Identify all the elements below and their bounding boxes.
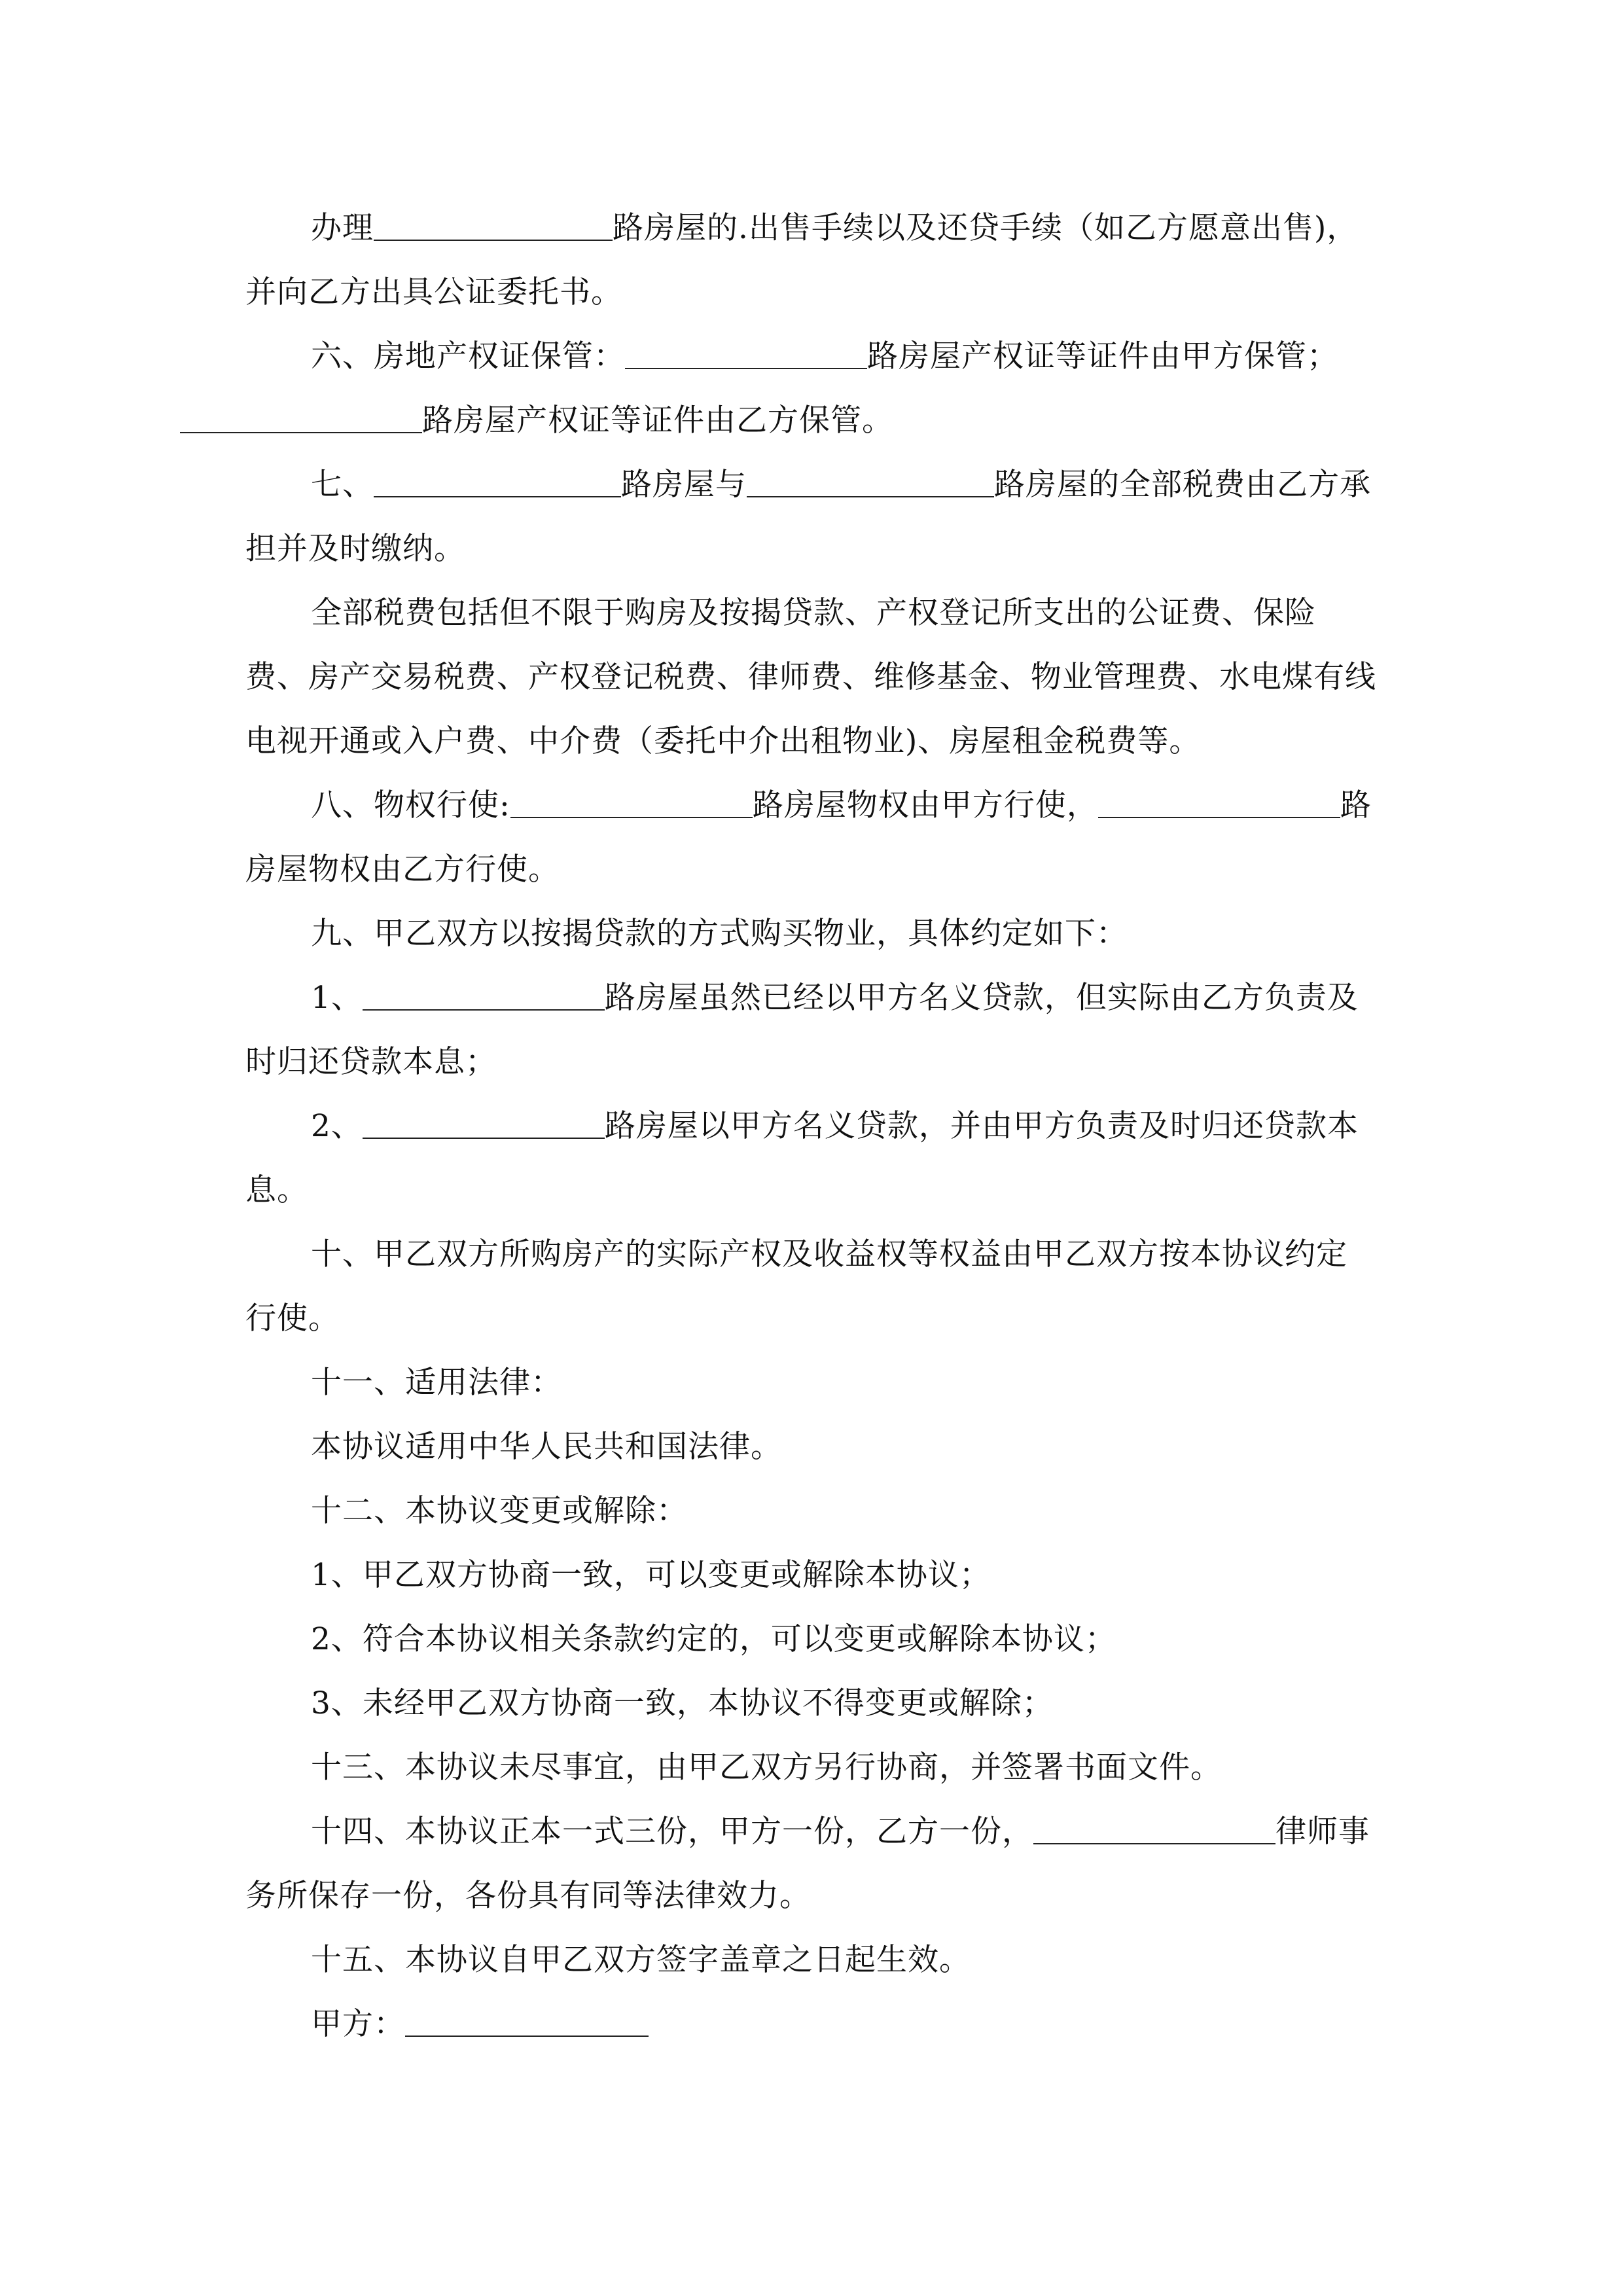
- paragraph-sale-procedure: [245, 196, 1378, 325]
- signature-party-a: [245, 1992, 1378, 2056]
- text: 路房屋物权由乙方行使。: [245, 787, 1372, 888]
- paragraph-applicable-law-heading: 十一、适用法律：: [311, 1365, 562, 1401]
- paragraph-effective: 十五、本协议自甲乙双方签字盖章之日起生效。: [311, 1942, 971, 1978]
- fill-blank[interactable]: [747, 466, 994, 497]
- paragraph-mortgage: 九、甲乙双方以按揭贷款的方式购买物业，具体约定如下：: [311, 916, 1128, 952]
- fill-blank[interactable]: [510, 787, 753, 818]
- agreement-body: [245, 196, 1378, 2056]
- paragraph-amendment-item-2: 2、符合本协议相关条款约定的，可以变更或解除本协议；: [311, 1621, 1116, 1657]
- fill-blank[interactable]: [374, 209, 613, 241]
- text: 七、: [311, 467, 374, 503]
- fill-blank[interactable]: [363, 1107, 605, 1139]
- paragraph-amendment-item-3: 3、未经甲乙双方协商一致，本协议不得变更或解除；: [311, 1685, 1054, 1721]
- text: 路房屋虽然已经以甲方名义贷款，但实际由乙方负责及时归还贷款本息；: [245, 980, 1359, 1080]
- fill-blank[interactable]: [1033, 1813, 1275, 1844]
- text: 八、物权行使:: [311, 787, 510, 823]
- text: 路房屋产权证等证件由乙方保管。: [422, 403, 893, 439]
- fill-blank[interactable]: [374, 466, 621, 497]
- text: 2、: [311, 1108, 363, 1144]
- text: 路房屋产权证等证件由甲方保管；: [867, 338, 1338, 374]
- paragraph-amendment-heading: 十二、本协议变更或解除：: [311, 1493, 688, 1529]
- paragraph-certificate-custody: [245, 325, 1378, 453]
- text: 路房屋与: [621, 467, 747, 503]
- paragraph-applicable-law: 本协议适用中华人民共和国法律。: [311, 1429, 782, 1465]
- fill-blank[interactable]: [363, 979, 605, 1011]
- paragraph-property-rights: [245, 774, 1378, 902]
- text: 路房屋以甲方名义贷款，并由甲方负责及时归还贷款本息。: [245, 1108, 1359, 1208]
- fill-blank[interactable]: [625, 338, 867, 369]
- paragraph-other-matters: 十三、本协议未尽事宜，由甲乙双方另行协商，并签署书面文件。: [311, 1749, 1222, 1785]
- paragraph-rights-exercise: 十、甲乙双方所购房产的实际产权及收益权等权益由甲乙双方按本协议约定行使。: [245, 1236, 1347, 1336]
- text: 1、: [311, 980, 363, 1016]
- signature-line[interactable]: [405, 2005, 649, 2037]
- paragraph-amendment-item-1: 1、甲乙双方协商一致，可以变更或解除本协议；: [311, 1557, 991, 1593]
- text: 路房屋的.出售手续以及还贷手续（如乙方愿意出售)，并向乙方出具公证委托书。: [245, 210, 1359, 310]
- text: 路房屋物权由甲方行使，: [752, 787, 1098, 823]
- text: 十四、本协议正本一式三份，甲方一份，乙方一份，: [311, 1814, 1033, 1850]
- text: 律师事务所保存一份，各份具有同等法律效力。: [245, 1814, 1370, 1914]
- paragraph-mortgage-item-2: [245, 1094, 1378, 1223]
- text: 办理: [311, 210, 374, 246]
- paragraph-taxes: [245, 453, 1378, 581]
- signature-label: 甲方：: [311, 2006, 405, 2042]
- paragraph-mortgage-item-1: [245, 966, 1378, 1094]
- paragraph-copies: [245, 1800, 1378, 1928]
- text: 路房屋的全部税费由乙方承担并及时缴纳。: [245, 467, 1371, 567]
- fill-blank[interactable]: [1098, 787, 1340, 818]
- text: 六、房地产权证保管：: [311, 338, 625, 374]
- fill-blank[interactable]: [180, 402, 422, 433]
- paragraph-tax-details: 全部税费包括但不限于购房及按揭贷款、产权登记所支出的公证费、保险费、房产交易税费、产权登记税费、律师费、维修基金、物业管理费、水电煤有线电视开通或入户费、中介费（委托中介出租物业)、房屋租金税费等。: [245, 595, 1376, 759]
